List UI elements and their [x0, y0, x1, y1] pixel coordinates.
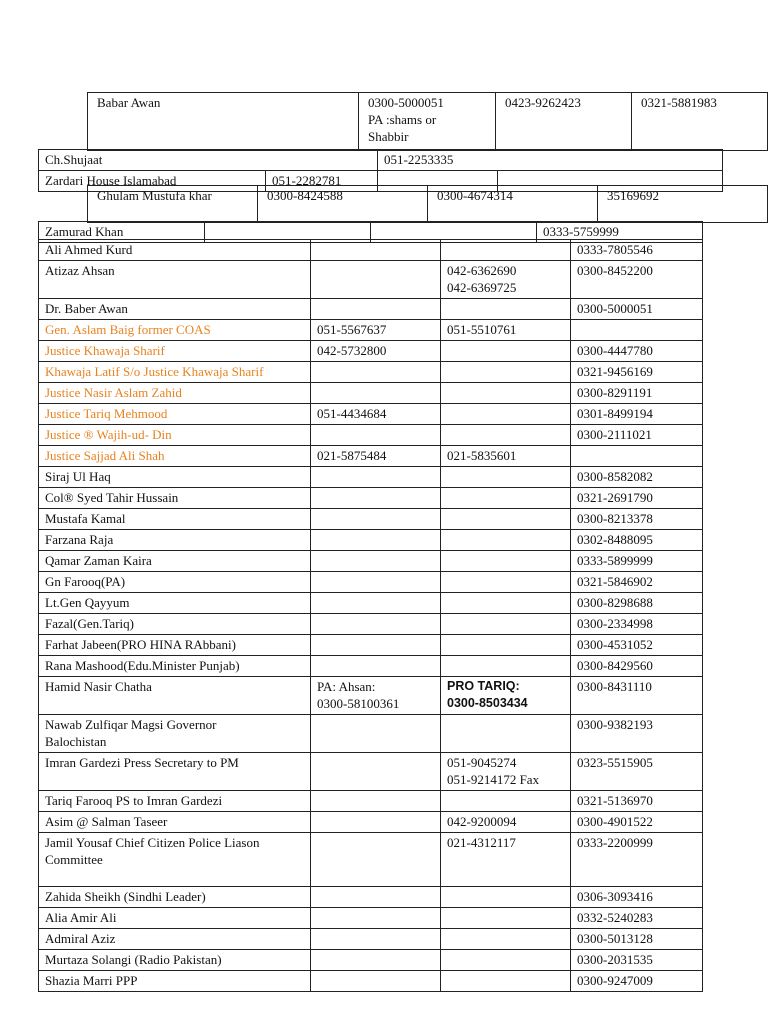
name-cell: Justice Tariq Mehmood — [39, 404, 311, 425]
phone-cell: 0423-9262423 — [496, 93, 632, 151]
phone-cell — [311, 467, 441, 488]
table-row — [39, 404, 703, 425]
name-cell: Admiral Aziz — [39, 929, 311, 950]
name-cell: Ghulam Mustufa khar — [88, 186, 258, 223]
phone-cell — [441, 635, 571, 656]
phone-cell — [311, 593, 441, 614]
phone-cell — [441, 908, 571, 929]
mobile-cell: 0300-2334998 — [571, 614, 703, 635]
phone-cell — [441, 299, 571, 320]
phone-cell — [441, 572, 571, 593]
phone-cell — [441, 593, 571, 614]
name-cell: Dr. Baber Awan — [39, 299, 311, 320]
phone-cell — [311, 425, 441, 446]
phone-cell — [441, 791, 571, 812]
table-row — [39, 261, 703, 299]
phone-cell — [441, 404, 571, 425]
table-row — [39, 467, 703, 488]
table-row — [88, 186, 768, 223]
phone-cell: 042-5732800 — [311, 341, 441, 362]
name-cell: Ali Ahmed Kurd — [39, 240, 311, 261]
phone-cell: 042-9200094 — [441, 812, 571, 833]
table-row — [39, 614, 703, 635]
phone-cell: 051-2282781 — [266, 171, 378, 192]
phone-cell: 0321-5881983 — [632, 93, 768, 151]
name-cell: Asim @ Salman Taseer — [39, 812, 311, 833]
phone-cell — [441, 614, 571, 635]
top-table-babar — [87, 92, 768, 151]
mobile-cell: 0300-5013128 — [571, 929, 703, 950]
phone-cell — [441, 240, 571, 261]
table-row — [39, 383, 703, 404]
mobile-cell: 0300-2031535 — [571, 950, 703, 971]
name-cell: Fazal(Gen.Tariq) — [39, 614, 311, 635]
table-row — [39, 299, 703, 320]
phone-cell — [311, 551, 441, 572]
mobile-cell: 0300-8298688 — [571, 593, 703, 614]
phone-cell: 051-2253335 — [378, 150, 723, 171]
mobile-cell: 0321-5846902 — [571, 572, 703, 593]
phone-cell — [311, 791, 441, 812]
mobile-cell: 0321-2691790 — [571, 488, 703, 509]
phone-cell — [441, 341, 571, 362]
mobile-cell — [571, 320, 703, 341]
phone-cell — [311, 887, 441, 908]
phone-cell — [311, 656, 441, 677]
name-cell: Justice ® Wajih-ud- Din — [39, 425, 311, 446]
mobile-cell: 0301-8499194 — [571, 404, 703, 425]
phone-cell — [311, 950, 441, 971]
phone-cell — [311, 833, 441, 887]
name-cell: Zamurad Khan — [39, 222, 205, 243]
mobile-cell: 0321-9456169 — [571, 362, 703, 383]
name-cell: Jamil Yousaf Chief Citizen Police Liason Committee — [39, 833, 311, 887]
mobile-cell — [571, 446, 703, 467]
phone-cell — [441, 509, 571, 530]
table-row — [39, 551, 703, 572]
phone-cell: 35169692 — [598, 186, 768, 223]
phone-cell: PRO TARIQ: 0300-8503434 — [441, 677, 571, 715]
table-row — [39, 446, 703, 467]
phone-cell — [311, 635, 441, 656]
table-row — [39, 887, 703, 908]
table-row — [39, 971, 703, 992]
name-cell: Hamid Nasir Chatha — [39, 677, 311, 715]
table-row — [39, 715, 703, 753]
phone-cell — [441, 656, 571, 677]
table-row — [39, 908, 703, 929]
phone-cell: 021-5875484 — [311, 446, 441, 467]
name-cell: Mustafa Kamal — [39, 509, 311, 530]
table-row — [39, 950, 703, 971]
phone-cell — [441, 488, 571, 509]
table-row — [39, 753, 703, 791]
table-row — [39, 572, 703, 593]
table-row — [39, 791, 703, 812]
mobile-cell: 0323-5515905 — [571, 753, 703, 791]
name-cell: Rana Mashood(Edu.Minister Punjab) — [39, 656, 311, 677]
table-row — [39, 530, 703, 551]
phone-cell — [311, 383, 441, 404]
table-row — [39, 656, 703, 677]
name-cell: Imran Gardezi Press Secretary to PM — [39, 753, 311, 791]
phone-cell — [311, 261, 441, 299]
name-cell: Shazia Marri PPP — [39, 971, 311, 992]
phone-cell: 0300-4674314 — [428, 186, 598, 223]
name-cell: Gen. Aslam Baig former COAS — [39, 320, 311, 341]
name-cell: Farhat Jabeen(PRO HINA RAbbani) — [39, 635, 311, 656]
phone-cell — [441, 971, 571, 992]
phone-cell — [311, 614, 441, 635]
phone-cell — [311, 299, 441, 320]
phone-cell: PA: Ahsan: 0300-58100361 — [311, 677, 441, 715]
phone-cell — [311, 812, 441, 833]
phone-cell — [441, 383, 571, 404]
name-cell: Zahida Sheikh (Sindhi Leader) — [39, 887, 311, 908]
mobile-cell: 0300-5000051 — [571, 299, 703, 320]
name-cell: Nawab Zulfiqar Magsi Governor Balochistan — [39, 715, 311, 753]
name-cell: Zardari House Islamabad — [39, 171, 266, 192]
name-cell: Tariq Farooq PS to Imran Gardezi — [39, 791, 311, 812]
mobile-cell: 0300-8452200 — [571, 261, 703, 299]
phone-cell: 021-4312117 — [441, 833, 571, 887]
table-row — [39, 341, 703, 362]
name-cell: Atizaz Ahsan — [39, 261, 311, 299]
mobile-cell: 0332-5240283 — [571, 908, 703, 929]
name-cell: Babar Awan — [88, 93, 359, 151]
phone-cell — [441, 715, 571, 753]
table-row — [39, 488, 703, 509]
table-row — [39, 509, 703, 530]
phone-cell: 021-5835601 — [441, 446, 571, 467]
table-row — [39, 833, 703, 887]
mobile-cell: 0300-8429560 — [571, 656, 703, 677]
phone-cell: 042-6362690 042-6369725 — [441, 261, 571, 299]
name-cell: Khawaja Latif S/o Justice Khawaja Sharif — [39, 362, 311, 383]
table-row — [88, 93, 768, 151]
mobile-cell: 0300-2111021 — [571, 425, 703, 446]
name-cell: Murtaza Solangi (Radio Pakistan) — [39, 950, 311, 971]
table-row — [39, 929, 703, 950]
phone-cell — [311, 715, 441, 753]
mobile-cell: 0333-2200999 — [571, 833, 703, 887]
phone-cell — [311, 753, 441, 791]
mobile-cell: 0300-8213378 — [571, 509, 703, 530]
phone-cell — [311, 929, 441, 950]
mobile-cell: 0321-5136970 — [571, 791, 703, 812]
phone-cell: 0300-8424588 — [258, 186, 428, 223]
phone-cell — [441, 551, 571, 572]
mobile-cell: 0300-9382193 — [571, 715, 703, 753]
phone-cell — [441, 950, 571, 971]
mobile-cell: 0300-4531052 — [571, 635, 703, 656]
phone-cell — [311, 488, 441, 509]
mobile-cell: 0300-8431110 — [571, 677, 703, 715]
phone-cell — [441, 530, 571, 551]
name-cell: Justice Khawaja Sharif — [39, 341, 311, 362]
mobile-cell: 0300-8291191 — [571, 383, 703, 404]
phone-cell — [441, 929, 571, 950]
name-cell: Siraj Ul Haq — [39, 467, 311, 488]
phone-cell — [311, 572, 441, 593]
name-cell: Ch.Shujaat — [39, 150, 378, 171]
table-row — [39, 635, 703, 656]
table-row — [39, 425, 703, 446]
phone-cell — [311, 362, 441, 383]
contacts-table — [38, 239, 703, 992]
mobile-cell: 0300-9247009 — [571, 971, 703, 992]
phone-cell — [441, 467, 571, 488]
mobile-cell: 0306-3093416 — [571, 887, 703, 908]
phone-cell — [441, 362, 571, 383]
name-cell: Lt.Gen Qayyum — [39, 593, 311, 614]
phone-cell — [311, 530, 441, 551]
name-cell: Col® Syed Tahir Hussain — [39, 488, 311, 509]
table-row — [39, 320, 703, 341]
table-row — [39, 593, 703, 614]
phone-cell — [311, 240, 441, 261]
table-row — [39, 150, 723, 171]
phone-cell: 0300-5000051 PA :shams or Shabbir — [359, 93, 496, 151]
phone-cell — [311, 908, 441, 929]
phone-cell: 051-9045274 051-9214172 Fax — [441, 753, 571, 791]
mobile-cell: 0333-5899999 — [571, 551, 703, 572]
mobile-cell: 0333-7805546 — [571, 240, 703, 261]
phone-cell: 051-5567637 — [311, 320, 441, 341]
phone-cell — [311, 971, 441, 992]
phone-cell — [441, 887, 571, 908]
phone-cell: 051-4434684 — [311, 404, 441, 425]
name-cell: Gn Farooq(PA) — [39, 572, 311, 593]
phone-cell: 0333-5759999 — [537, 222, 703, 243]
table-row — [39, 677, 703, 715]
name-cell: Farzana Raja — [39, 530, 311, 551]
name-cell: Qamar Zaman Kaira — [39, 551, 311, 572]
table-row — [39, 240, 703, 261]
mobile-cell: 0300-8582082 — [571, 467, 703, 488]
mobile-cell: 0302-8488095 — [571, 530, 703, 551]
name-cell: Justice Sajjad Ali Shah — [39, 446, 311, 467]
name-cell: Alia Amir Ali — [39, 908, 311, 929]
top-table-khar — [87, 185, 768, 223]
phone-cell — [441, 425, 571, 446]
phone-cell: 051-5510761 — [441, 320, 571, 341]
table-row — [39, 812, 703, 833]
name-cell: Justice Nasir Aslam Zahid — [39, 383, 311, 404]
table-row — [39, 362, 703, 383]
mobile-cell: 0300-4901522 — [571, 812, 703, 833]
phone-cell — [311, 509, 441, 530]
mobile-cell: 0300-4447780 — [571, 341, 703, 362]
